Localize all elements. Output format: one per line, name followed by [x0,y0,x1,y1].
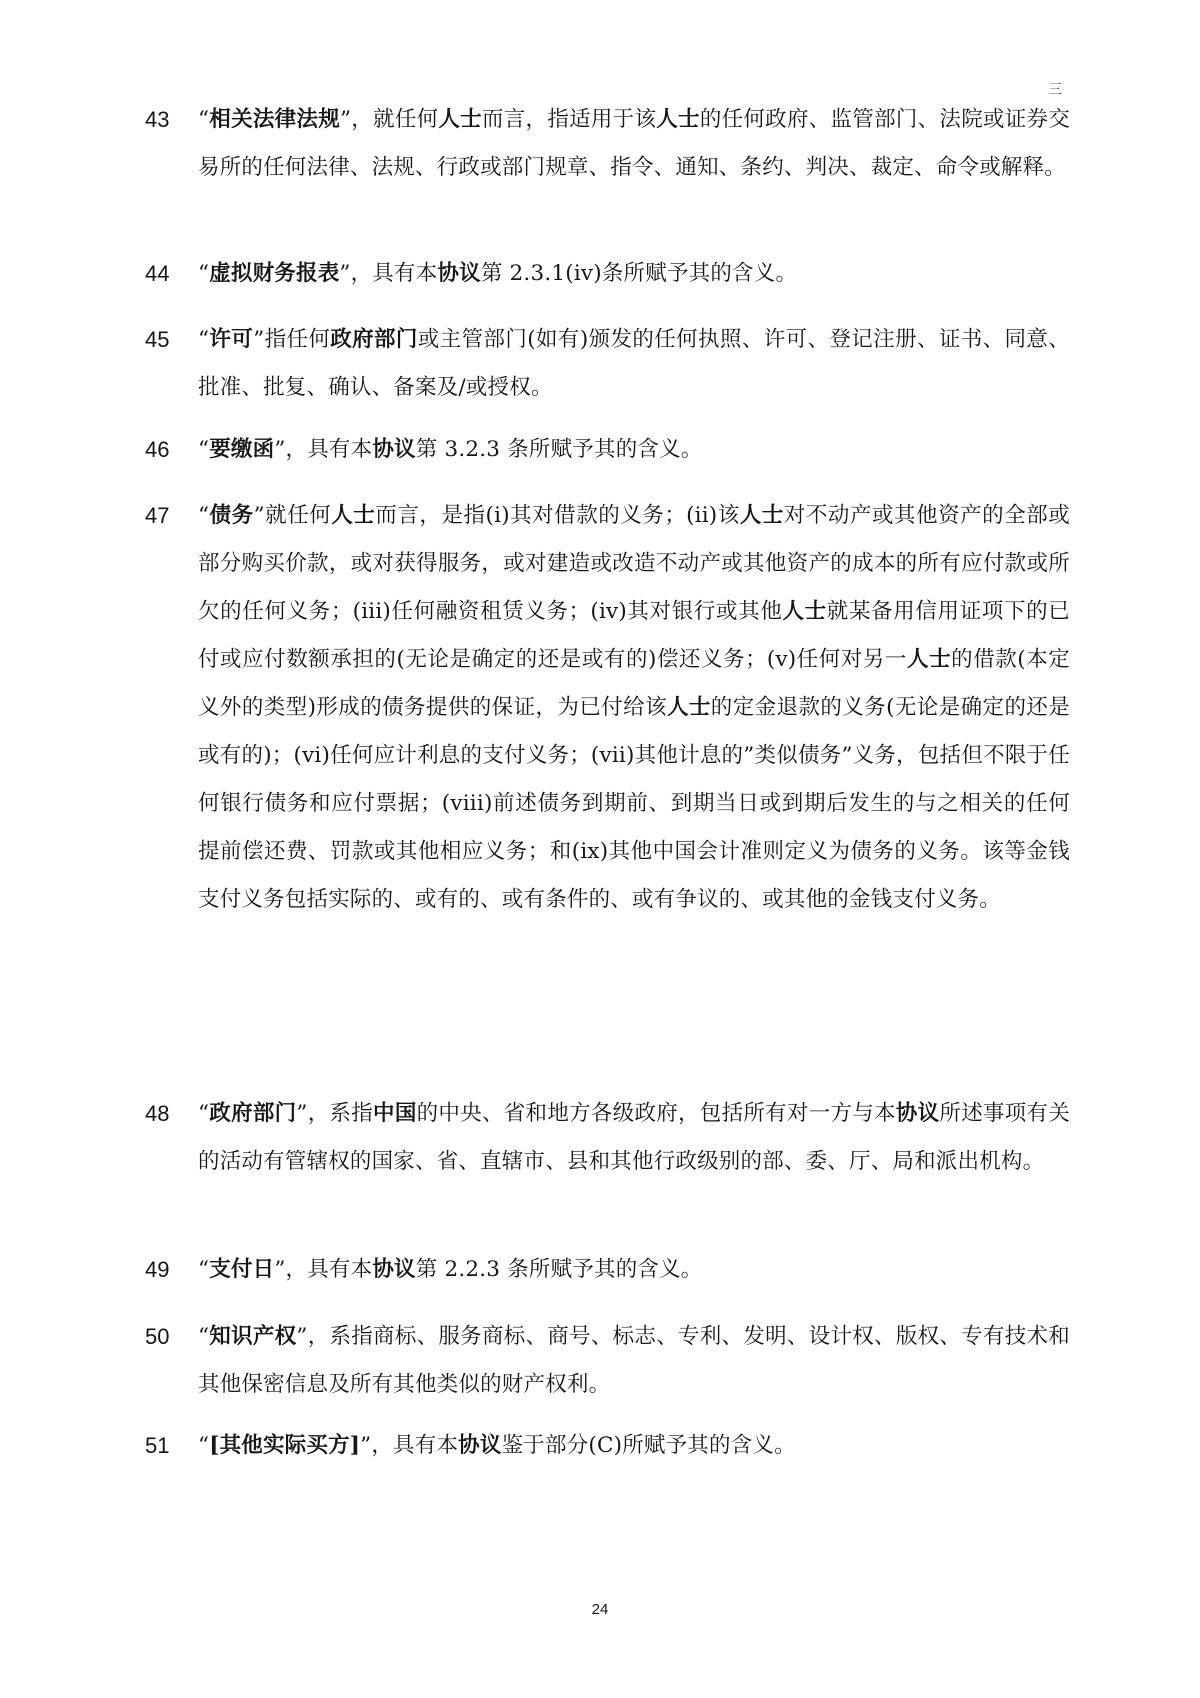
definition-item [145,316,1070,412]
text-run: 的中央、省和地方各级政府，包括所有对一方与本 [416,1101,896,1126]
definition-item [145,1090,1070,1186]
text-run: “ [198,1257,210,1282]
corner-mark: 三 [1048,82,1062,98]
text-run: 鉴于部分(C)所赋予其的含义。 [501,1433,796,1458]
text-run: “ [198,1433,210,1458]
definition-text [198,492,1070,924]
text-run: “ [198,107,210,132]
definition-text [198,316,1070,412]
definition-item [145,1246,1070,1294]
definition-number: 48 [145,1101,170,1126]
definition-number: 44 [145,261,170,286]
text-run: 第 2.3.1(iv)条所赋予其的含义。 [480,261,798,286]
definition-number: 50 [145,1324,170,1349]
definition-text [198,1090,1070,1186]
defined-term: 人士 [739,503,784,528]
page-number: 24 [591,1601,609,1618]
text-run: “ [198,1101,210,1126]
defined-term: 人士 [331,503,376,528]
definition-number: 49 [145,1257,170,1282]
defined-term: 知识产权 [209,1324,297,1349]
text-run: “ [198,437,210,462]
text-run: ”指任何 [253,327,331,352]
definition-text [198,96,1070,192]
text-run: 的借款(本定义外的类型)形成的债务提供的保证，为已付给该 [198,647,1070,720]
definition-item [145,492,1070,924]
text-run: 对不动产或其他资产的全部或部分购买价款，或对获得服务，或对建造或改造不动产或其他资产的成本的所有应付款或所欠的任何义务；(iii)任何融资租赁义务；(iv)其对银行或其他 [198,503,1070,624]
defined-term: [其他实际买方] [209,1433,361,1458]
text-run: 的任何政府、监管部门、法院或证券交易所的任何法律、法规、行政或部门规章、指令、通知、条约、判决、裁定、命令或解释。 [198,107,1071,180]
text-run: “ [198,1324,210,1349]
text-run: 而言，指适用于该 [481,107,657,132]
text-run: ”，系指商标、服务商标、商号、标志、专利、发明、设计权、版权、专有技术和其他保密信息及所有其他类似的财产权利。 [198,1324,1070,1397]
text-run: 就某备用信用证项下的已付或应付数额承担的(无论是确定的还是或有的)偿还义务；(v)任何对另一 [198,599,1071,672]
text-run: 第 2.2.3 条所赋予其的含义。 [415,1257,703,1282]
text-run: 的定金退款的义务(无论是确定的还是或有的)；(vi)任何应计利息的支付义务；(vii)其他计息的”类似债务”义务，包括但不限于任何银行债务和应付票据；(viii)前述债务到期前、到期当日或到期后发生的与之相关的任何提前偿还费、罚款或其他相应义务；和(ix)其他中国会计准则定义为债务的义务。该等金钱支付义务包括实际的、或有的、或有条件的、或有争议的、或其他的金钱支付义务。 [198,695,1070,912]
defined-term: 协议 [437,261,481,286]
text-run: “ [198,327,210,352]
definition-item [145,96,1070,192]
text-run: ”，具有本 [274,1257,373,1282]
defined-term: 政府部门 [330,327,418,352]
text-run: 或主管部门(如有)颁发的任何执照、许可、登记注册、证书、同意、批准、批复、确认、备案及/或授权。 [198,327,1070,400]
defined-term: 协议 [458,1433,502,1458]
definition-text [198,1246,1070,1294]
text-run: 所述事项有关的活动有管辖权的国家、省、直辖市、县和其他行政级别的部、委、厅、局和派出机构。 [198,1101,1071,1174]
defined-term: 协议 [372,437,416,462]
definition-number: 45 [145,327,170,352]
text-run: ”就任何 [253,503,332,528]
defined-term: 支付日 [209,1257,275,1282]
defined-term: 人士 [438,107,482,132]
text-run: ”，就任何 [339,107,439,132]
defined-term: 人士 [907,647,952,672]
definition-number: 46 [145,437,170,462]
defined-term: 协议 [372,1257,416,1282]
defined-term: 中国 [373,1101,417,1126]
text-run: ”，系指 [296,1101,374,1126]
defined-term: 相关法律法规 [209,107,340,132]
defined-term: 许可 [209,327,254,352]
defined-term: 人士 [666,695,711,720]
definition-text [198,250,1070,298]
definition-number: 43 [145,107,170,132]
definition-number: 51 [145,1433,170,1458]
text-run: ”，具有本 [274,437,373,462]
defined-term: 要缴函 [209,437,275,462]
definition-item [145,426,1070,474]
text-run: “ [198,261,210,286]
definition-item [145,1313,1070,1409]
definition-item [145,1422,1070,1470]
definition-text [198,1422,1070,1470]
defined-term: 债务 [209,503,254,528]
defined-term: 人士 [782,599,827,624]
definition-text [198,426,1070,474]
definition-item [145,250,1070,298]
text-run: 而言，是指(i)其对借款的义务；(ii)该 [375,503,740,528]
text-run: ”，具有本 [360,1433,459,1458]
definition-number: 47 [145,503,170,528]
text-run: “ [198,503,210,528]
text-run: ”，具有本 [339,261,438,286]
defined-term: 协议 [895,1101,940,1126]
defined-term: 政府部门 [209,1101,297,1126]
text-run: 第 3.2.3 条所赋予其的含义。 [415,437,703,462]
defined-term: 人士 [656,107,700,132]
definition-text [198,1313,1070,1409]
defined-term: 虚拟财务报表 [209,261,340,286]
